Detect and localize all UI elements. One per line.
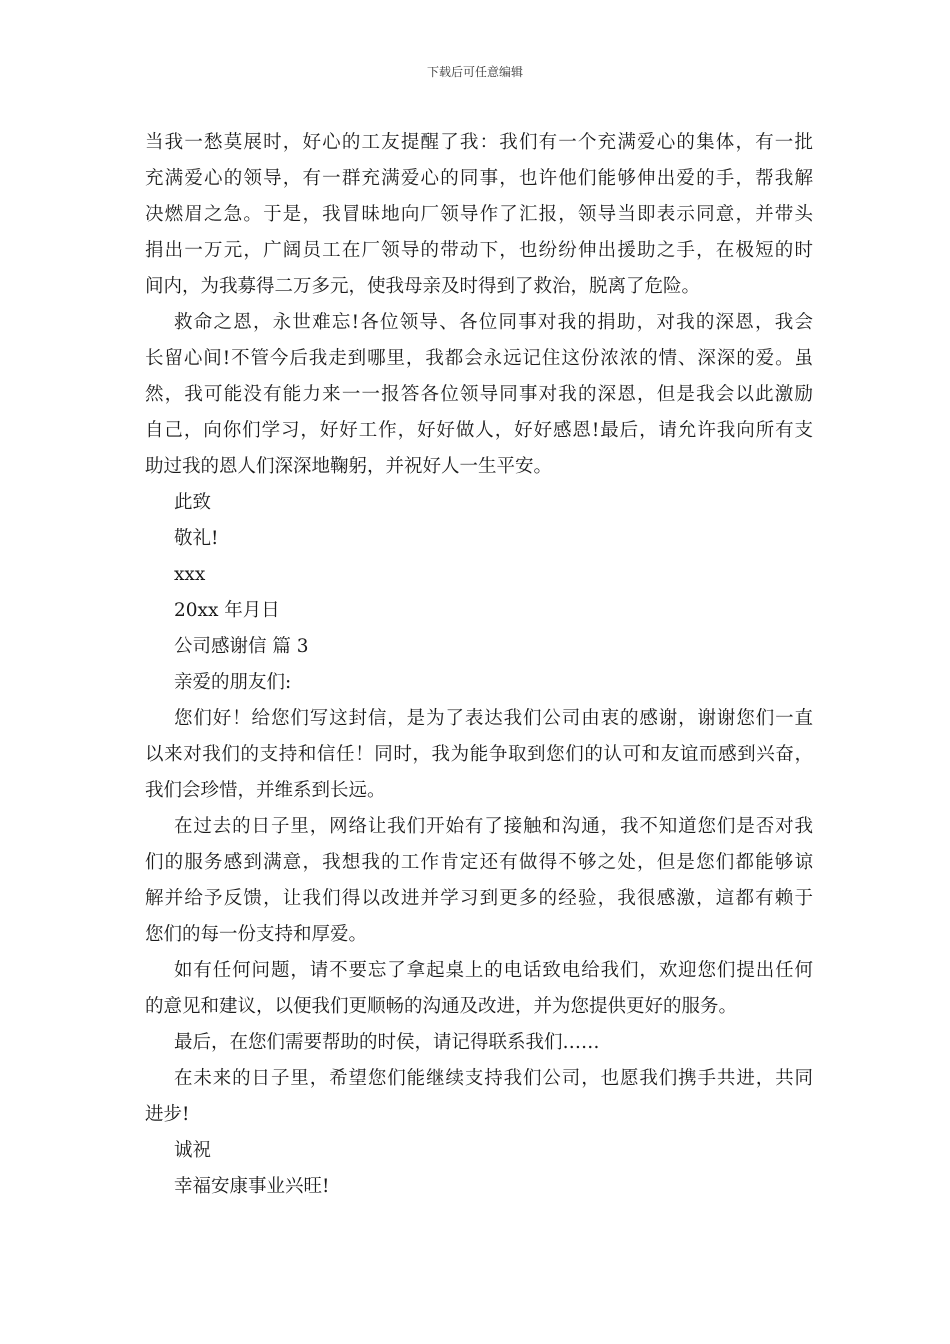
paragraph-line: 间内，为我募得二万多元，使我母亲及时得到了救治，脱离了危险。 <box>145 276 701 297</box>
paragraph-line: 助过我的恩人们深深地鞠躬，并祝好人一生平安。 <box>145 456 553 477</box>
salutation: 亲爱的朋友们: <box>174 672 292 693</box>
paragraph-line: 以来对我们的支持和信任！同时，我为能争取到您们的认可和友谊而感到兴奋， <box>145 744 813 765</box>
page-header-note: 下载后可任意编辑 <box>426 65 523 79</box>
paragraph-line: 解并给予反馈，让我们得以改进并学习到更多的经验，我很感激，這都有赖于 <box>145 888 813 909</box>
closing-line: 敬礼! <box>174 528 219 549</box>
paragraph-line: 在未来的日子里，希望您们能继续支持我们公司，也愿我们携手共进，共同 <box>174 1068 813 1089</box>
closing-line: 诚祝 <box>174 1140 212 1161</box>
signature-date: 20xx 年月日 <box>174 600 280 621</box>
paragraph-line: 如有任何问题，请不要忘了拿起桌上的电话致电给我们，欢迎您们提出任何 <box>174 960 813 981</box>
paragraph-line: 充满爱心的领导，有一群充满爱心的同事，也许他们能够伸出爱的手，帮我解 <box>145 168 813 189</box>
paragraph-line: 您们的每一份支持和厚爱。 <box>145 924 368 945</box>
closing-line: 幸福安康事业兴旺! <box>174 1176 330 1197</box>
paragraph-line: 捐出一万元，广阔员工在厂领导的带动下，也纷纷伸出援助之手，在极短的时 <box>145 240 813 261</box>
paragraph-line: 在过去的日子里，网络让我们开始有了接触和沟通，我不知道您们是否对我 <box>174 816 813 837</box>
paragraph-line: 长留心间!不管今后我走到哪里，我都会永远记住这份浓浓的情、深深的爱。虽 <box>145 348 813 369</box>
paragraph-line: 决燃眉之急。于是，我冒昧地向厂领导作了汇报，领导当即表示同意，并带头 <box>145 204 813 225</box>
paragraph-line: 的意见和建议，以便我们更顺畅的沟通及改进，并为您提供更好的服务。 <box>145 996 738 1017</box>
paragraph-line: 们的服务感到满意，我想我的工作肯定还有做得不够之处，但是您们都能够谅 <box>145 852 813 873</box>
paragraph-line: 救命之恩，永世难忘!各位领导、各位同事对我的捐助，对我的深恩，我会 <box>174 312 813 333</box>
paragraph-line: 然，我可能没有能力来一一报答各位领导同事对我的深恩，但是我会以此激励 <box>145 384 813 405</box>
paragraph-line: 我们会珍惜，并维系到长远。 <box>145 780 386 801</box>
paragraph-line: 当我一愁莫展时，好心的工友提醒了我：我们有一个充满爱心的集体，有一批 <box>145 132 813 153</box>
paragraph-line: 自己，向你们学习，好好工作，好好做人，好好感恩!最后，请允许我向所有支 <box>145 420 813 441</box>
paragraph-line: 进步! <box>145 1104 190 1125</box>
paragraph-line: 最后，在您们需要帮助的时侯，请记得联系我们…… <box>174 1032 600 1053</box>
section-title: 公司感谢信 篇 3 <box>174 636 309 657</box>
paragraph-line: 您们好！给您们写这封信，是为了表达我们公司由衷的感谢，谢谢您们一直 <box>174 708 813 729</box>
closing-line: 此致 <box>174 492 212 513</box>
signature-name: xxx <box>174 564 206 585</box>
document-body <box>145 125 813 1205</box>
